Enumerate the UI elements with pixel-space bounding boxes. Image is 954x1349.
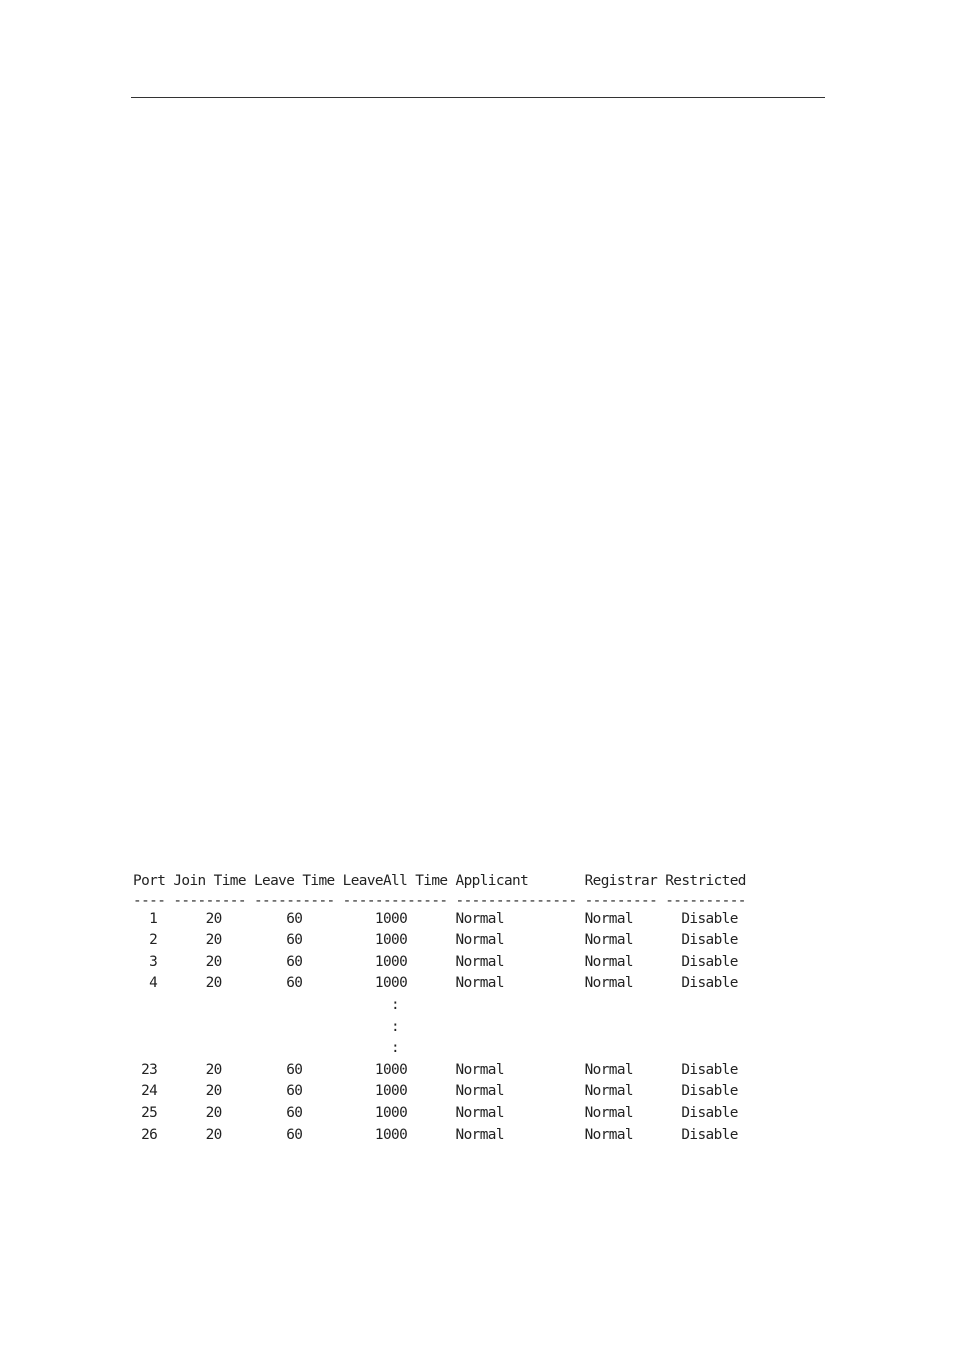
- ellipsis-line: :: [133, 1018, 400, 1035]
- table-row: 2 20 60 1000 Normal Normal Disable: [133, 932, 738, 949]
- table-row: 25 20 60 1000 Normal Normal Disable: [133, 1104, 738, 1121]
- header-rule: [131, 97, 825, 98]
- ellipsis-line: :: [133, 1040, 400, 1057]
- table-row: 4 20 60 1000 Normal Normal Disable: [133, 975, 738, 992]
- table-row: 1 20 60 1000 Normal Normal Disable: [133, 910, 738, 927]
- table-header-line: Port Join Time Leave Time LeaveAll Time Applicant Registrar Restricted: [133, 873, 746, 889]
- table-row: 3 20 60 1000 Normal Normal Disable: [133, 953, 738, 970]
- table-row: 24 20 60 1000 Normal Normal Disable: [133, 1083, 738, 1100]
- table-rows: [133, 909, 746, 1147]
- table-row: 26 20 60 1000 Normal Normal Disable: [133, 1126, 738, 1143]
- ellipsis-line: :: [133, 996, 400, 1013]
- table-separator-line: ---- --------- ---------- ------------- --------------- --------- ----------: [133, 892, 746, 909]
- table-row: 23 20 60 1000 Normal Normal Disable: [133, 1061, 738, 1078]
- gvrp-port-table: [133, 871, 746, 1146]
